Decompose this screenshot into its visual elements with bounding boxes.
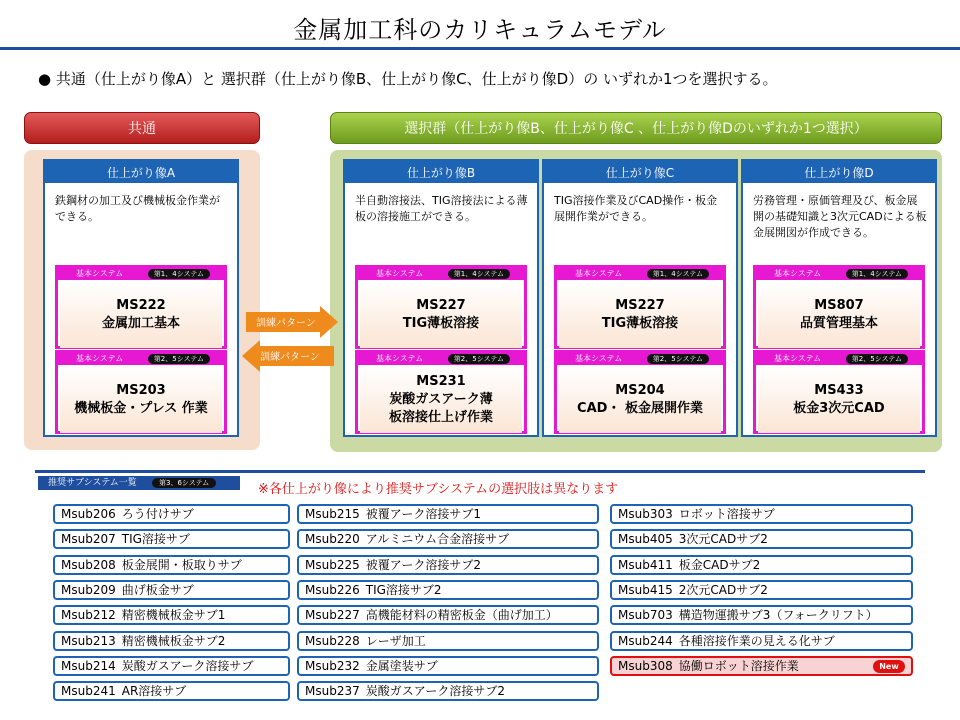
system-tag: 基本システム	[575, 354, 623, 363]
outcome-box-title: 仕上がり像A	[45, 161, 237, 183]
subsystem-code: Msub411	[618, 557, 673, 572]
subsystem-name: TIG溶接サブ	[121, 532, 190, 547]
subsystem-name: TIG溶接サブ2	[365, 582, 442, 597]
outcome-box-d	[741, 159, 937, 437]
subsystem-item	[53, 529, 290, 549]
subsystem-name: 各種溶接作業の見える化サブ	[678, 633, 835, 648]
subsystem-name: ろう付けサブ	[121, 507, 194, 521]
system-name: 品質管理基本	[799, 316, 878, 331]
system-code: MS227	[416, 298, 466, 313]
subsystem-code: Msub225	[305, 557, 360, 572]
system-name: 炭酸ガスアーク薄板溶接仕上げ作業	[388, 392, 493, 425]
subsystem-code: Msub415	[618, 582, 673, 597]
subsystem-name: 板金展開・板取りサブ	[121, 557, 242, 572]
system-code: MS231	[416, 374, 466, 389]
system-code: MS433	[814, 383, 864, 398]
subsystem-name: 精密機械板金サブ2	[121, 633, 226, 648]
subsystem-item	[610, 580, 913, 600]
page-title: 金属加工科のカリキュラムモデル	[293, 16, 667, 44]
subsystem-code: Msub215	[305, 507, 360, 521]
system-tag: 基本システム	[774, 269, 822, 278]
training-pattern-label: 訓練パターン	[260, 352, 320, 363]
outcome-box-description: 鉄鋼材の加工及び機械板金作業ができる。	[55, 194, 220, 223]
subsystem-code: Msub227	[305, 608, 360, 623]
subsystem-code: Msub237	[305, 684, 360, 699]
subsystem-code: Msub212	[61, 608, 116, 623]
subsystem-code: Msub220	[305, 532, 360, 547]
subsystem-item	[53, 580, 290, 600]
system-box	[554, 350, 726, 434]
subsystem-item	[297, 681, 599, 701]
subsystem-name: 被覆アーク溶接サブ1	[365, 507, 482, 521]
subsystem-item	[297, 529, 599, 549]
subsystem-code: Msub244	[618, 633, 673, 648]
subsystem-code: Msub214	[61, 658, 116, 673]
subsystem-code: Msub303	[618, 507, 673, 521]
system-tag: 基本システム	[376, 269, 424, 278]
system-badge: 第1、4システム	[448, 269, 510, 279]
system-box	[55, 350, 227, 434]
outcome-box-title: 仕上がり像B	[345, 161, 537, 183]
system-badge: 第2、5システム	[846, 354, 908, 364]
subsystem-item	[297, 656, 599, 676]
subsystem-code: Msub228	[305, 633, 360, 648]
outcome-box-c	[542, 159, 738, 437]
intro-text: ● 共通（仕上がり像A）と 選択群（仕上がり像B、仕上がり像C、仕上がり像D）の いずれか1つを選択する。	[38, 70, 778, 88]
subsystem-code: Msub308	[618, 658, 673, 673]
system-badge: 第2、5システム	[148, 354, 210, 364]
subsystem-code: Msub208	[61, 557, 116, 572]
system-code: MS222	[116, 298, 166, 313]
system-code: MS807	[814, 298, 864, 313]
subsystem-name: 構造物運搬サブ3（フォークリフト）	[678, 608, 878, 623]
subsystem-code: Msub213	[61, 633, 116, 648]
system-name: TIG薄板溶接	[402, 316, 480, 331]
subsystem-item	[53, 681, 290, 701]
subsystem-code: Msub232	[305, 658, 360, 673]
subsystem-code: Msub226	[305, 582, 360, 597]
subsystem-name: 板金CADサブ2	[678, 557, 761, 572]
subsystem-item	[297, 631, 599, 651]
subsystem-note: ※各仕上がり像により推奨サブシステムの選択肢は異なります	[258, 482, 619, 497]
subsystem-name: 金属塗装サブ	[365, 658, 438, 673]
subsystem-code: Msub405	[618, 532, 673, 547]
common-group-header: 共通	[24, 112, 260, 144]
subsystem-name: AR溶接サブ	[121, 684, 187, 699]
system-badge: 第2、5システム	[647, 354, 709, 364]
outcome-box-description: 半自動溶接法、TIG溶接法による薄板の溶接施工ができる。	[355, 194, 528, 223]
subsystem-name: 高機能材料の精密板金（曲げ加工）	[365, 608, 558, 623]
subsystem-item	[53, 656, 290, 676]
outcome-box-title: 仕上がり像D	[743, 161, 935, 183]
new-badge: New	[873, 660, 905, 673]
system-box	[753, 350, 925, 434]
subsystem-item	[53, 504, 290, 524]
subsystem-name: 被覆アーク溶接サブ2	[365, 557, 482, 572]
subsystem-list-title: 推奨サブシステム一覧	[38, 476, 240, 490]
subsystem-item	[297, 555, 599, 575]
subsystem-item	[610, 631, 913, 651]
subsystem-name: 炭酸ガスアーク溶接サブ	[121, 658, 254, 673]
system-name: 金属加工基本	[101, 316, 180, 331]
system-code: MS203	[116, 383, 166, 398]
subsystem-name: 3次元CADサブ2	[678, 532, 768, 547]
subsystem-code: Msub209	[61, 582, 116, 597]
system-box	[753, 265, 925, 349]
subsystem-name: 精密機械板金サブ1	[121, 608, 226, 623]
system-code: MS227	[615, 298, 665, 313]
subsystem-name: ロボット溶接サブ	[678, 507, 775, 521]
system-name: 板金3次元CAD	[793, 401, 885, 416]
subsystem-code: Msub703	[618, 608, 673, 623]
subsystem-item	[53, 605, 290, 625]
outcome-box-title: 仕上がり像C	[544, 161, 736, 183]
system-badge: 第1、4システム	[647, 269, 709, 279]
system-code: MS204	[615, 383, 665, 398]
system-tag: 基本システム	[76, 354, 124, 363]
training-pattern-label: 訓練パターン	[256, 318, 316, 329]
subsystem-name: 炭酸ガスアーク溶接サブ2	[365, 684, 506, 699]
system-name: 機械板金・プレス 作業	[74, 401, 208, 416]
subsystem-name: 協働ロボット溶接作業	[678, 658, 799, 673]
subsystem-item	[610, 656, 913, 676]
subsystem-badge: 第3、6システム	[152, 478, 216, 488]
subsystem-item	[610, 605, 913, 625]
subsystem-rule	[35, 470, 925, 473]
subsystem-item	[53, 631, 290, 651]
subsystem-item	[297, 580, 599, 600]
system-box	[554, 265, 726, 349]
system-name: CAD・ 板金展開作業	[577, 401, 703, 416]
outcome-box-description: TIG溶接作業及びCAD操作・板金展開作業ができる。	[554, 194, 718, 223]
system-box	[355, 265, 527, 349]
subsystem-name: レーザ加工	[365, 633, 426, 648]
subsystem-name: 2次元CADサブ2	[678, 582, 768, 597]
system-tag: 基本システム	[376, 354, 424, 363]
system-box	[55, 265, 227, 349]
outcome-box-description: 労務管理・原価管理及び、板金展開の基礎知識と3次元CADによる板金展開図が作成できる。	[753, 194, 927, 239]
subsystem-code: Msub241	[61, 684, 116, 699]
system-tag: 基本システム	[76, 269, 124, 278]
outcome-box-b	[343, 159, 539, 437]
outcome-box-a	[43, 159, 239, 437]
subsystem-item	[610, 504, 913, 524]
title-rule	[0, 47, 960, 50]
subsystem-item	[610, 555, 913, 575]
subsystem-item	[297, 605, 599, 625]
subsystem-item	[610, 529, 913, 549]
system-box	[355, 350, 527, 434]
system-badge: 第2、5システム	[448, 354, 510, 364]
system-badge: 第1、4システム	[846, 269, 908, 279]
subsystem-name: 曲げ板金サブ	[121, 582, 194, 597]
selection-group-header: 選択群（仕上がり像B、仕上がり像C 、仕上がり像Dのいずれか1つ選択）	[330, 112, 942, 144]
system-tag: 基本システム	[774, 354, 822, 363]
subsystem-item	[53, 555, 290, 575]
subsystem-item	[297, 504, 599, 524]
system-name: TIG薄板溶接	[601, 316, 679, 331]
system-badge: 第1、4システム	[148, 269, 210, 279]
system-tag: 基本システム	[575, 269, 623, 278]
subsystem-code: Msub207	[61, 532, 116, 547]
subsystem-name: アルミニウム合金溶接サブ	[365, 532, 510, 547]
subsystem-code: Msub206	[61, 507, 116, 521]
